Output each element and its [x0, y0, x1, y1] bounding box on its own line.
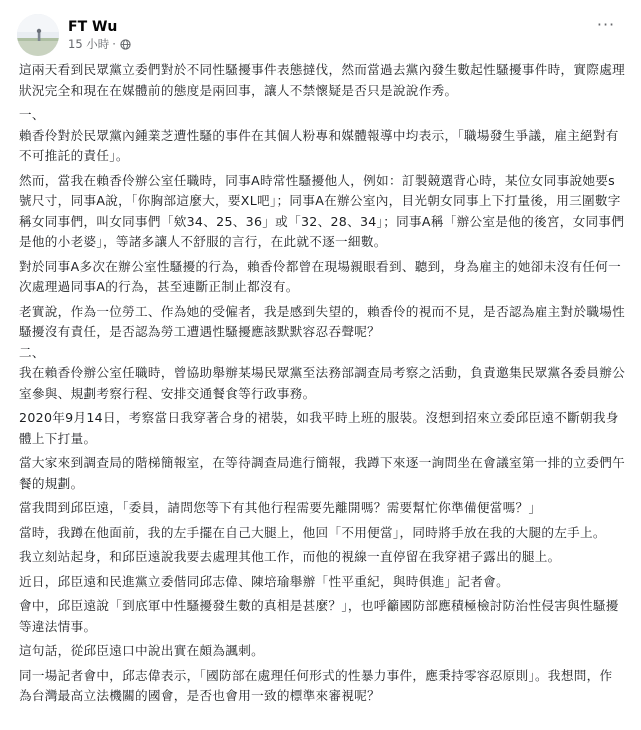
globe-icon[interactable]	[120, 39, 131, 50]
post-paragraph: 同一場記者會中，邱志偉表示，「國防部在處理任何形式的性暴力事件，應秉持零容忍原則」。我想問，作為台灣最高立法機關的國會，是否也會用一致的標準來審視呢？	[19, 667, 613, 703]
post-body	[19, 60, 625, 711]
post-paragraph: 近日，邱臣遠和民進黨立委偕同邱志偉、陳培瑜舉辦「性平重紀，與時俱進」記者會。	[19, 573, 509, 589]
more-options-button[interactable]	[591, 12, 621, 36]
more-dots-icon: ···	[596, 14, 616, 34]
post-paragraph: 當時，我蹲在他面前，我的左手擺在自己大腿上，他回「不用便當」，同時將手放在我的大腿的左手上。	[19, 524, 606, 540]
author-name[interactable]: FT Wu	[68, 19, 118, 35]
post-paragraph: 當我問到邱臣遠，「委員，請問您等下有其他行程需要先離開嗎？需要幫忙你準備便當嗎？」	[19, 500, 542, 515]
post-header	[17, 14, 131, 56]
post-paragraph: 這句話，從邱臣遠口中說出實在頗為諷刺。	[19, 643, 264, 658]
post-meta	[68, 36, 131, 52]
post-paragraph: 2020年9月14日，考察當日我穿著合身的裙裝，如我平時上班的服裝。沒想到招來立委邱臣遠不斷朝我身體上下打量。	[19, 410, 619, 446]
section-marker: 一、	[19, 107, 45, 122]
post-paragraph: 老實說，作為一位勞工、作為她的受僱者，我是感到失望的，賴香伶的視而不見，是否認為雇主對於職場性騷擾沒有責任，是否認為勞工遭遇性騷擾應該默默容忍吞聲呢？	[19, 303, 626, 339]
post-paragraph: 然而，當我在賴香伶辦公室任職時，同事A時常性騷擾他人，例如：訂製競選背心時，某位女同事說她要s號尺寸，同事A說，「你胸部這麼大，要XL吧」；同事A在辦公室內，目光朝女同事上下打量後，用三圍數字稱女同事們，叫女同事們「欸34、25、36」或「32、28、34」；同事A稱「辦公室是他的後宮，女同事們是他的小老婆」，等諸多讓人不舒服的言行，在此就不逐一細數。	[19, 172, 625, 249]
post-paragraph: 我在賴香伶辦公室任職時，曾協助舉辦某場民眾黨至法務部調查局考察之活動，負責邀集民眾黨各委員辦公室參與、規劃考察行程、安排交通餐食等行政事務。	[19, 365, 626, 401]
section-marker: 二、	[19, 344, 45, 360]
post-paragraph: 這兩天看到民眾黨立委們對於不同性騷擾事件表態撻伐，然而當過去黨內發生數起性騷擾事件時，實際處理狀況完全和現在在媒體前的態度是兩回事，讓人不禁懷疑是否只是說說作秀。	[19, 62, 626, 98]
post-timestamp[interactable]: 15 小時	[68, 37, 110, 51]
post-paragraph: 對於同事A多次在辦公室性騷擾的行為，賴香伶都曾在現場親眼看到、聽到，身為雇主的她卻未沒有任何一次處理過同事A的行為，甚至連斷正制止都沒有。	[19, 258, 622, 294]
post-paragraph: 我立刻站起身，和邱臣遠說我要去處理其他工作，而他的視線一直停留在我穿裙子露出的腿上。	[19, 549, 561, 564]
avatar-photo-icon	[17, 14, 59, 56]
post-paragraph: 當大家來到調查局的階梯簡報室，在等待調查局進行簡報，我蹲下來逐一詢問坐在會議室第一排的立委們午餐的規劃。	[19, 455, 626, 491]
meta-separator: ·	[112, 37, 116, 51]
post-paragraph: 賴香伶對於民眾黨內鍾業芝遭性騷的事件在其個人粉專和媒體報導中均表示，「職場發生爭議，雇主絕對有不可推託的責任」。	[19, 127, 619, 163]
post-paragraph: 會中，邱臣遠說「到底軍中性騷擾發生數的真相是甚麼？」，也呼籲國防部應積極檢討防治性侵害與性騷擾等違法情事。	[19, 598, 619, 634]
avatar[interactable]	[17, 14, 59, 56]
author-block	[68, 18, 131, 52]
